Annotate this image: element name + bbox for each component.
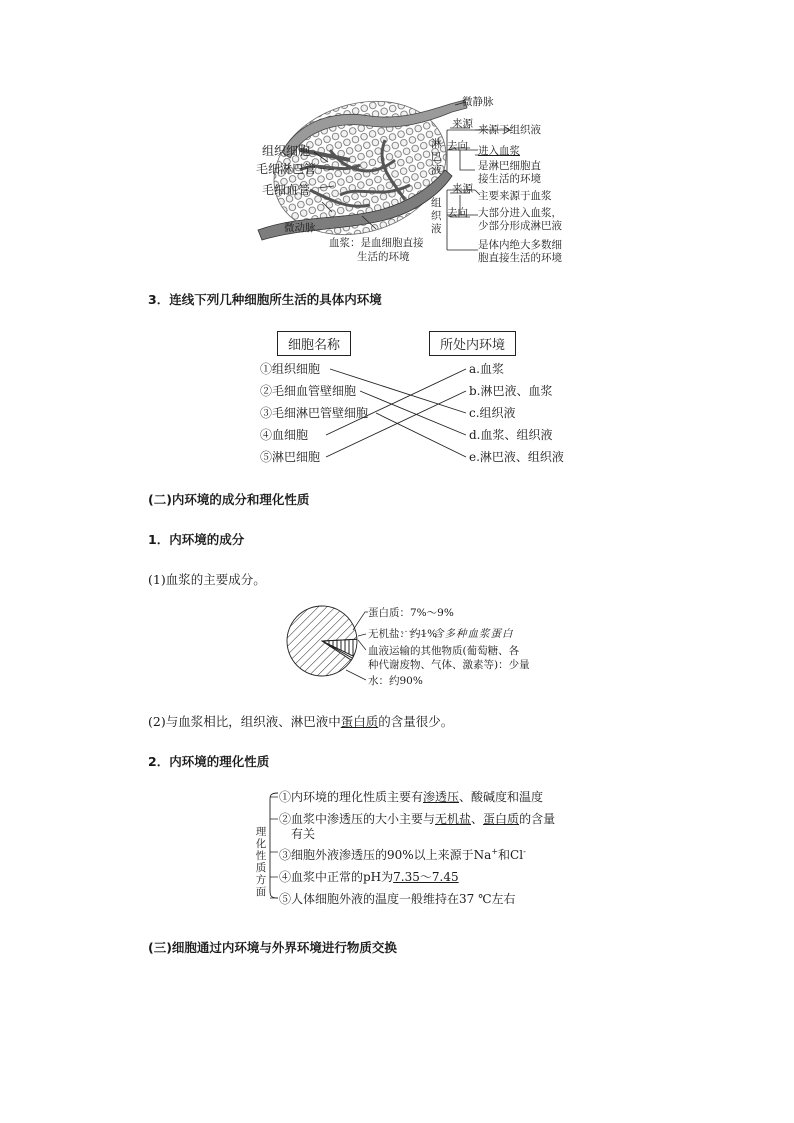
lymph-capillary-label: 毛细淋巴管 [256, 162, 317, 176]
tissue-fluid-label: 组织液 [431, 197, 442, 235]
left-item-5: ⑤淋巴细胞 [260, 450, 321, 464]
lymph-dest-tag: 去向 [447, 140, 468, 152]
micro-vein-label: 微静脉 [462, 96, 494, 108]
property-item-2-line2: 有关 [291, 827, 316, 841]
left-item-3: ③毛细淋巴管壁细胞 [260, 406, 369, 420]
lymph-source: 来源于组织液 [478, 124, 541, 136]
lymph-label: 淋巴液 [431, 138, 442, 176]
pie-other-line2: 种代谢废物、气体、激素等)：少量 [368, 659, 530, 671]
tissue-cell-label: 组织细胞 [262, 144, 311, 158]
tf-source: 主要来源于血浆 [478, 190, 552, 202]
lymph-source-tag: 来源 [452, 118, 473, 130]
plasma-components-title: (1)血浆的主要成分。 [148, 572, 266, 587]
left-item-1: ①组织细胞 [260, 362, 321, 376]
section-three-title: (三)细胞通过内环境与外界环境进行物质交换 [148, 940, 397, 955]
left-item-2: ②毛细血管壁细胞 [260, 384, 357, 398]
left-item-4: ④血细胞 [260, 428, 309, 442]
sub1-title: 1．内环境的成分 [148, 532, 245, 547]
pie-other-line1: 血液运输的其他物质(葡萄糖、各 [368, 645, 520, 657]
tf-dest-line1: 大部分进入血浆， [478, 207, 562, 219]
lymph-dest2-line1: 是淋巴细胞直 [478, 160, 541, 172]
blood-capillary-label: 毛细血管 [262, 183, 311, 197]
tf-dest-line2: 少部分形成淋巴液 [478, 220, 562, 232]
sub2-title: 2．内环境的理化性质 [148, 754, 270, 769]
plasma-note-line1: 血浆：是血细胞直接 [329, 237, 424, 249]
comparison-prefix: (2)与血浆相比，组织液、淋巴液中 [148, 714, 341, 729]
lymph-dest2-line2: 接生活的环境 [478, 173, 541, 185]
tf-dest-tag: 去向 [447, 207, 468, 219]
right-item-e: e.淋巴液、组织液 [469, 450, 564, 464]
properties-side-label: 理 化 性 质 方 面 [255, 826, 267, 898]
section-two-title: (二)内环境的成分和理化性质 [148, 492, 310, 507]
tf-source-tag: 来源 [452, 183, 473, 195]
right-item-b: b.淋巴液、血浆 [469, 384, 553, 398]
tf-env-line1: 是体内绝大多数细 [478, 239, 562, 251]
right-item-c: c.组织液 [469, 406, 516, 420]
cell-name-header: 细胞名称 [277, 331, 351, 356]
property-item-1: ①内环境的理化性质主要有渗透压、酸碱度和温度 [279, 790, 544, 804]
property-item-3: ③细胞外液渗透压的90%以上来源于Na+和Cl- [279, 847, 526, 862]
comparison-suffix: 的含量很少。 [378, 714, 454, 729]
pie-protein-label: 蛋白质：7%～9% [368, 607, 454, 619]
property-item-4: ④血浆中正常的pH为7.35～7.45 [279, 870, 459, 884]
micro-artery-label: 微动脉 [284, 222, 316, 234]
section3-title: 3．连线下列几种细胞所生活的具体内环境 [148, 292, 382, 307]
property-item-5: ⑤人体细胞外液的温度一般维持在37 ℃左右 [279, 892, 516, 906]
pie-water-label: 水：约90% [368, 675, 423, 687]
environment-header: 所处内环境 [429, 331, 516, 356]
right-item-d: d.血浆、组织液 [469, 428, 553, 442]
right-item-a: a.血浆 [469, 362, 504, 376]
comparison-underlined: 蛋白质 [340, 714, 379, 729]
pie-inorganic-label: 无机盐：约1% [368, 628, 438, 640]
lymph-dest1: 进入血浆 [478, 145, 520, 157]
plasma-note-line2: 生活的环境 [357, 251, 410, 263]
pie-handwritten-note: 含多种血浆蛋白 [433, 628, 514, 640]
property-item-2: ②血浆中渗透压的大小主要与无机盐、蛋白质的含量 [279, 812, 556, 826]
tf-env-line2: 胞直接生活的环境 [478, 252, 562, 264]
